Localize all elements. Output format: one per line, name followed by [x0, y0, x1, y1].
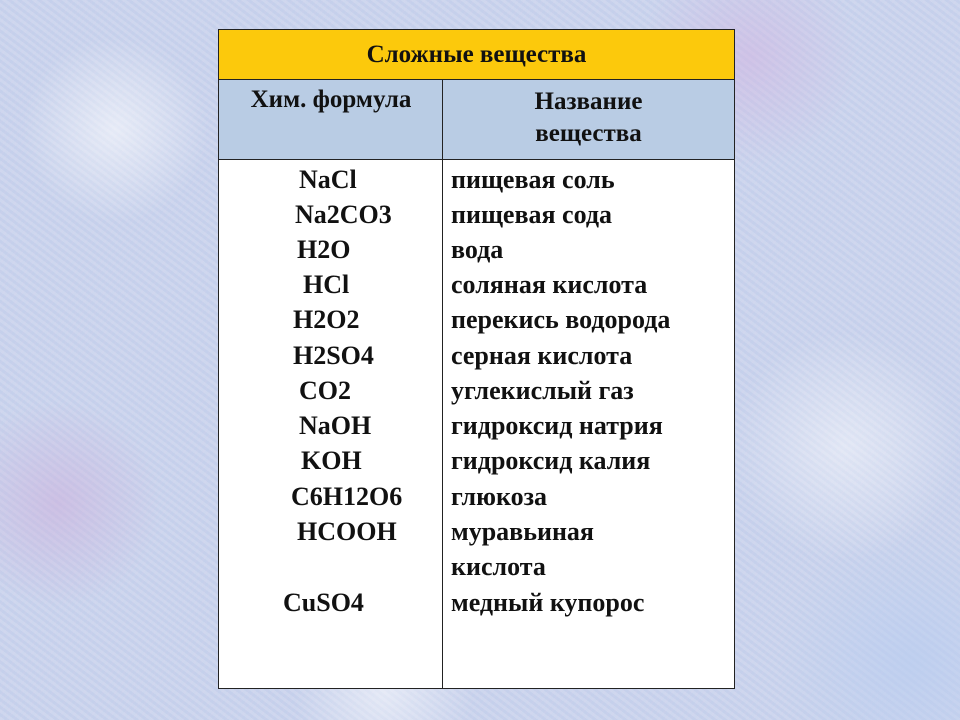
formula-cell: H2O2	[293, 305, 360, 334]
name-cell: углекислый газ	[451, 376, 634, 405]
name-cell: вода	[451, 235, 504, 264]
name-cell: гидроксид калия	[451, 446, 651, 475]
formula-cell: C6H12O6	[291, 482, 403, 511]
formula-cell: HCl	[303, 270, 350, 299]
formula-cell: KOH	[301, 446, 362, 475]
name-cell: медный купорос	[451, 588, 645, 617]
substances-table	[218, 29, 735, 689]
header-row	[219, 80, 734, 160]
name-cell: серная кислота	[451, 341, 633, 370]
name-cell: муравьиная	[451, 517, 594, 546]
formula-cell: NaCl	[299, 165, 357, 194]
name-cell: гидроксид натрия	[451, 411, 663, 440]
header-formula: Хим. формула	[250, 86, 412, 113]
formula-cell: H2SO4	[293, 341, 374, 370]
formula-cell: CuSO4	[283, 588, 364, 617]
table-title: Сложные вещества	[219, 30, 734, 80]
name-cell: кислота	[451, 552, 546, 581]
formula-cell: CO2	[299, 376, 351, 405]
name-cell: пищевая соль	[451, 165, 615, 194]
formula-cell: Na2CO3	[295, 200, 392, 229]
formula-cell: HCOOH	[297, 517, 397, 546]
formula-cell: H2O	[297, 235, 351, 264]
table-body	[219, 160, 734, 688]
name-cell: глюкоза	[451, 482, 548, 511]
header-name-line1: Название	[534, 88, 643, 115]
name-cell: пищевая сода	[451, 200, 613, 229]
formula-cell: NaOH	[299, 411, 372, 440]
name-cell: перекись водорода	[451, 305, 671, 334]
header-name	[443, 80, 734, 159]
name-cell: соляная кислота	[451, 270, 648, 299]
header-name-line2: вещества	[535, 120, 642, 147]
